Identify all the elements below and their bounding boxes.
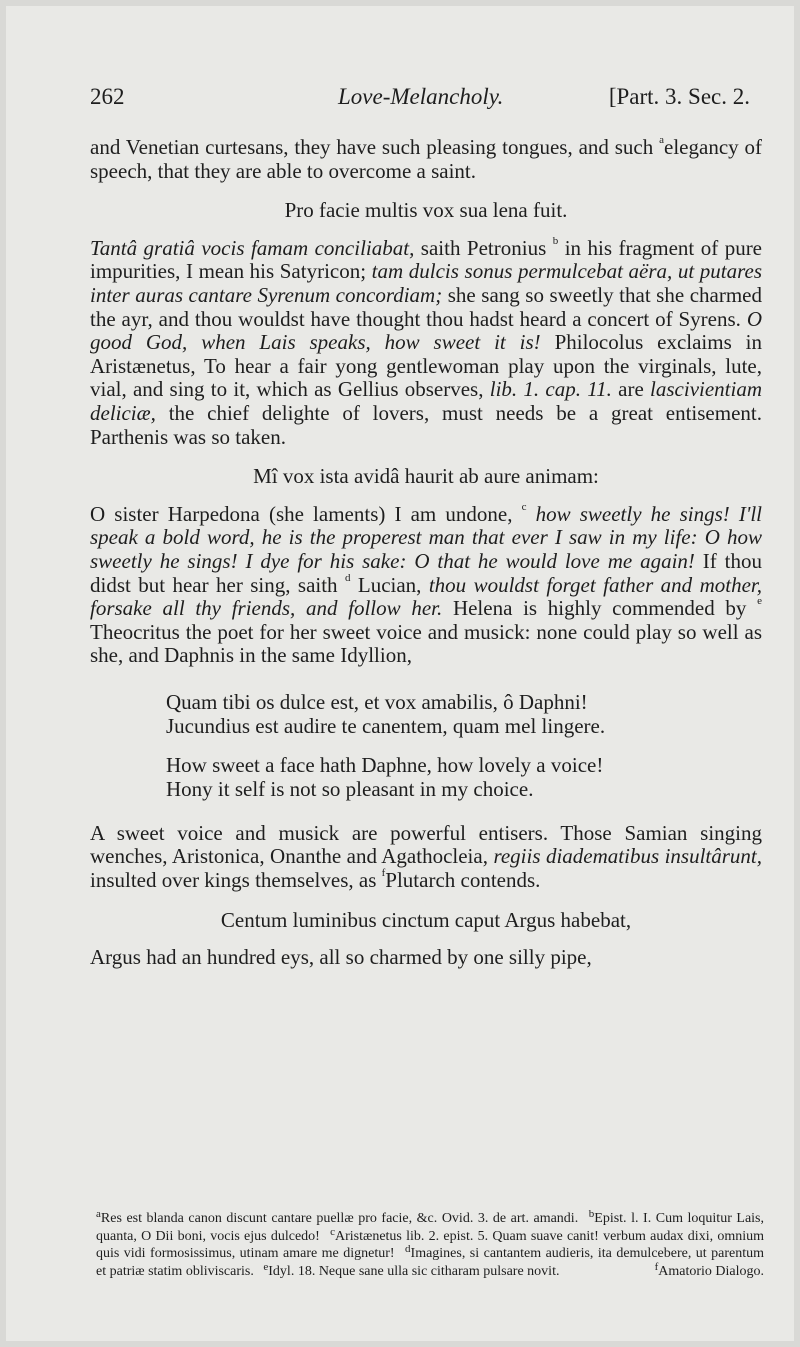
latin-quote-2: Mî vox ista avidâ haurit ab aure animam: <box>253 464 599 489</box>
book-page <box>6 6 794 1341</box>
footnote-ref-d: d <box>344 571 351 584</box>
footnote-mark-a: a <box>96 1208 101 1220</box>
paragraph-4: A sweet voice and musick are powerful entisers. Those Samian singing wenches, Aristonica, Onanthe and Agathocleia, regiis diadematibus insultârunt, insulted over kings themselves, as $^f$Plutarch contends. <box>90 820 763 893</box>
footnote-f: Amatorio Dialogo. <box>658 1263 764 1279</box>
verse-line: Hony it self is not so pleasant in my choice. <box>166 777 534 802</box>
footnote-a: Res est blanda canon discunt cantare puellæ pro facie, &c. Ovid. 3. de art. amandi. <box>100 1211 579 1226</box>
footnote-e: Idyl. 18. Neque sane ulla sic citharam pulsare novit. <box>268 1263 560 1279</box>
section-marker: [Part. 3. Sec. 2. <box>608 84 750 109</box>
paragraph-5: Argus had an hundred eys, all so charmed by one silly pipe, <box>90 945 592 970</box>
footnote-mark-c: c <box>330 1225 335 1238</box>
page-number: 262 <box>90 84 125 109</box>
verse-line: Quam tibi os dulce est, et vox amabilis, ô Daphni! <box>166 689 588 714</box>
running-header <box>90 84 750 118</box>
footnote-mark-f: f <box>654 1260 659 1273</box>
verse-latin <box>166 690 762 739</box>
footnote-ref-c: c <box>521 500 527 513</box>
footnote-c: Aristænetus lib. 2. epist. 5. Quam suave canit! verbum audax dixi, omnium quis vidi formosissimus, utinam amare me dignetur! <box>96 1228 765 1262</box>
paragraph-1: and Venetian curtesans, they have such pleasing tongues, and such $^a$elegancy of speech, that they are able to overcome a saint. <box>90 134 762 183</box>
verse-english <box>166 753 762 802</box>
latin-quote-1: Pro facie multis vox sua lena fuit. <box>284 198 568 223</box>
footnote-f-wrap <box>654 1260 764 1281</box>
footnote-b: Epist. l. I. Cum loquitur Lais, quanta, O Dii boni, vocis ejus dulcedo! <box>96 1211 765 1244</box>
paragraph-2: Tantâ gratiâ vocis famam conciliabat, saith Petronius $^b$ in his fragment of pure impurities, I mean his Satyricon; tam dulcis sonus permulcebat aëra, ut putares inter auras cantare Syrenum concordiam; she sang so sweetly that she charmed the ayr, and thou wouldst have thought thou hadst heard a concert of Syrens. O good God, when Lais speaks, how sweet it is! Philocolus exclaims in Aristænetus, To hear a fair yong gentlewoman play upon the virginals, lute, vial, and sing to it, which as Gellius observes, lib. 1. cap. 11. are lascivientiam deliciæ, the chief delighte of lovers, must needs be a great entisement. Parthenis was so taken. <box>90 234 763 449</box>
footnote-mark-b: b <box>588 1208 595 1220</box>
footnote-mark-d: d <box>405 1243 411 1256</box>
verse-line: Jucundius est audire te canentem, quam mel lingere. <box>166 714 606 739</box>
main-text <box>90 136 762 970</box>
latin-quote-3: Centum luminibus cinctum caput Argus habebat, <box>220 907 632 932</box>
verse-line: How sweet a face hath Daphne, how lovely a voice! <box>166 752 604 777</box>
running-title: Love-Melancholy. <box>338 84 504 109</box>
footnote-mark-e: e <box>263 1260 269 1273</box>
footnote-ref-e: e <box>757 595 763 608</box>
paragraph-3: O sister Harpedona (she laments) I am undone, $^c$ how sweetly he sings! I'll speak a bold word, he is the properest man that ever I saw in my life: O how sweetly he sings! I dye for his sake: O that he would love me again! If thou didst but hear her sing, saith $^d$ Lucian, thou wouldst forget father and mother, forsake all thy friends, and follow her. Helena is highly commended by $^e$ Theocritus the poet for her sweet voice and musick: none could play so well as she, and Daphnis in the same Idyllion, <box>90 500 763 668</box>
footnote-ref-b: b <box>552 234 559 247</box>
footnote-d: Imagines, si cantantem audieris, ita demulcebere, ut parentum et patriæ statim obliviscaris. <box>96 1246 765 1279</box>
footnote-ref-a: a <box>659 134 665 146</box>
footnote-ref-f: f <box>381 867 386 880</box>
footnotes <box>96 1210 764 1280</box>
